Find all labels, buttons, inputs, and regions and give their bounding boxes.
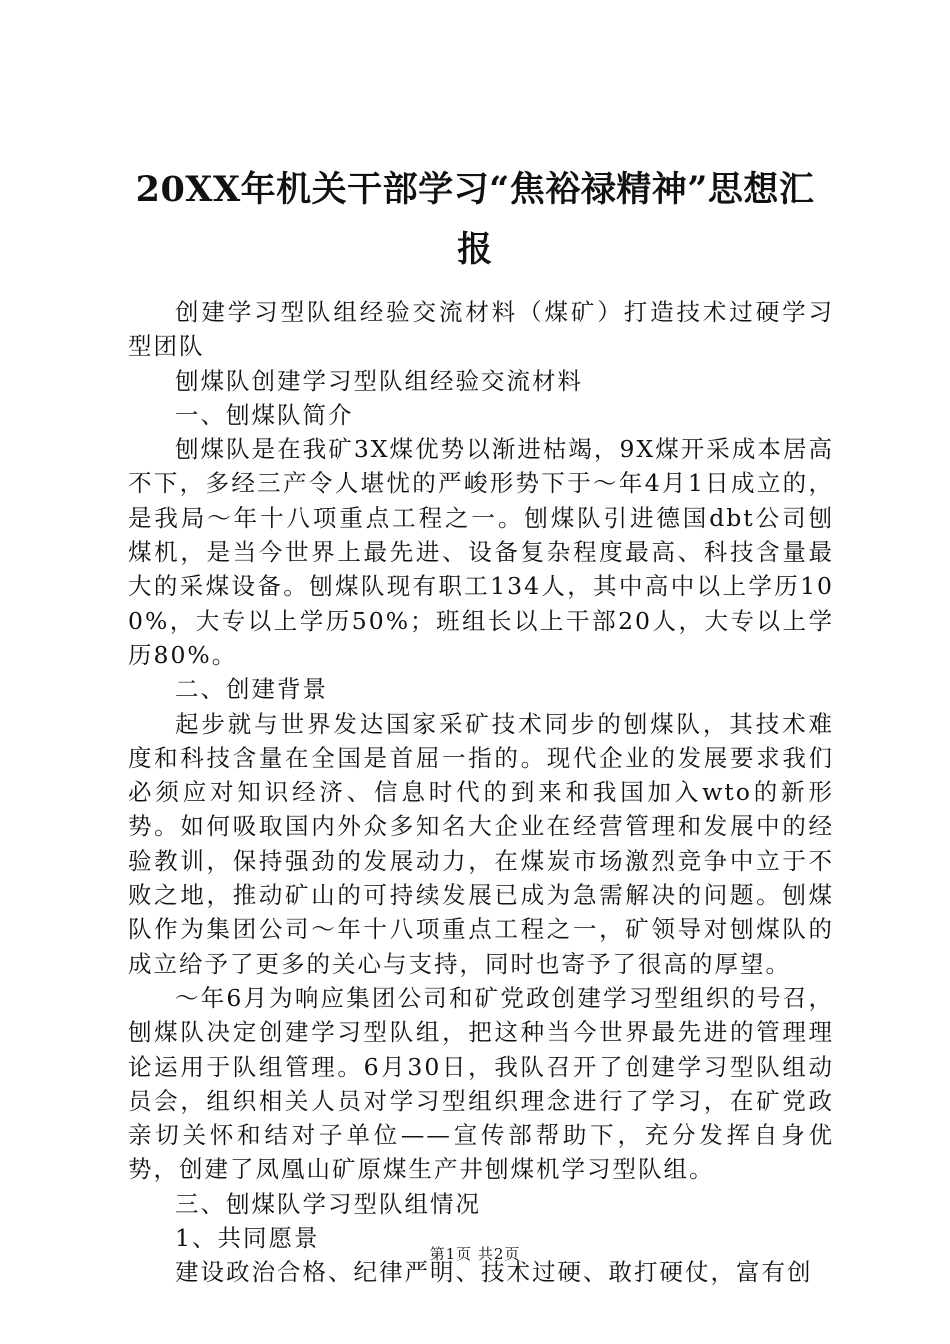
paragraph: 刨煤队是在我矿3X煤优势以渐进枯竭，9X煤开采成本居高不下，多经三产令人堪忧的严峻形势下于～年4月1日成立的，是我局～年十八项重点工程之一。刨煤队引进德国dbt公司刨煤机，是当今世界上最先进、设备复杂程度最高、科技含量最大的采煤设备。刨煤队现有职工134人，其中高中以上学历100%，大专以上学历50%；班组长以上干部20人，大专以上学历80%。	[128, 435, 834, 669]
subsection-heading: 1、共同愿景	[175, 1224, 320, 1253]
paragraph: ～年6月为响应集团公司和矿党政创建学习型组织的号召，刨煤队决定创建学习型队组，把这种当今世界最先进的管理理论运用于队组管理。6月30日，我队召开了创建学习型队组动员会，组织相关人员对学习型组织理念进行了学习，在矿党政亲切关怀和结对子单位——宣传部帮助下，充分发挥自身优势，创建了凤凰山矿原煤生产井刨煤机学习型队组。	[128, 983, 834, 1184]
document-title: 20XX年机关干部学习“焦裕禄精神”思想汇报	[135, 169, 815, 270]
paragraph: 建设政治合格、纪律严明、技术过硬、敢打硬仗，富有创	[175, 1258, 813, 1287]
paragraph: 刨煤队创建学习型队组经验交流材料	[175, 366, 583, 395]
paragraph: 创建学习型队组经验交流材料（煤矿）打造技术过硬学习型团队	[128, 298, 834, 361]
section-heading: 一、刨煤队简介	[175, 400, 354, 429]
section-heading: 三、刨煤队学习型队组情况	[175, 1189, 481, 1218]
page-footer: 第1页 共2页	[429, 1245, 521, 1263]
section-heading: 二、创建背景	[175, 675, 328, 704]
paragraph: 起步就与世界发达国家采矿技术同步的刨煤队，其技术难度和科技含量在全国是首屈一指的。现代企业的发展要求我们必须应对知识经济、信息时代的到来和我国加入wto的新形势。如何吸取国内外众多知名大企业在经营管理和发展中的经验教训，保持强劲的发展动力，在煤炭市场激烈竞争中立于不败之地，推动矿山的可持续发展已成为急需解决的问题。刨煤队作为集团公司～年十八项重点工程之一，矿领导对刨煤队的成立给予了更多的关心与支持，同时也寄予了很高的厚望。	[128, 709, 834, 978]
document-body	[128, 295, 834, 1290]
